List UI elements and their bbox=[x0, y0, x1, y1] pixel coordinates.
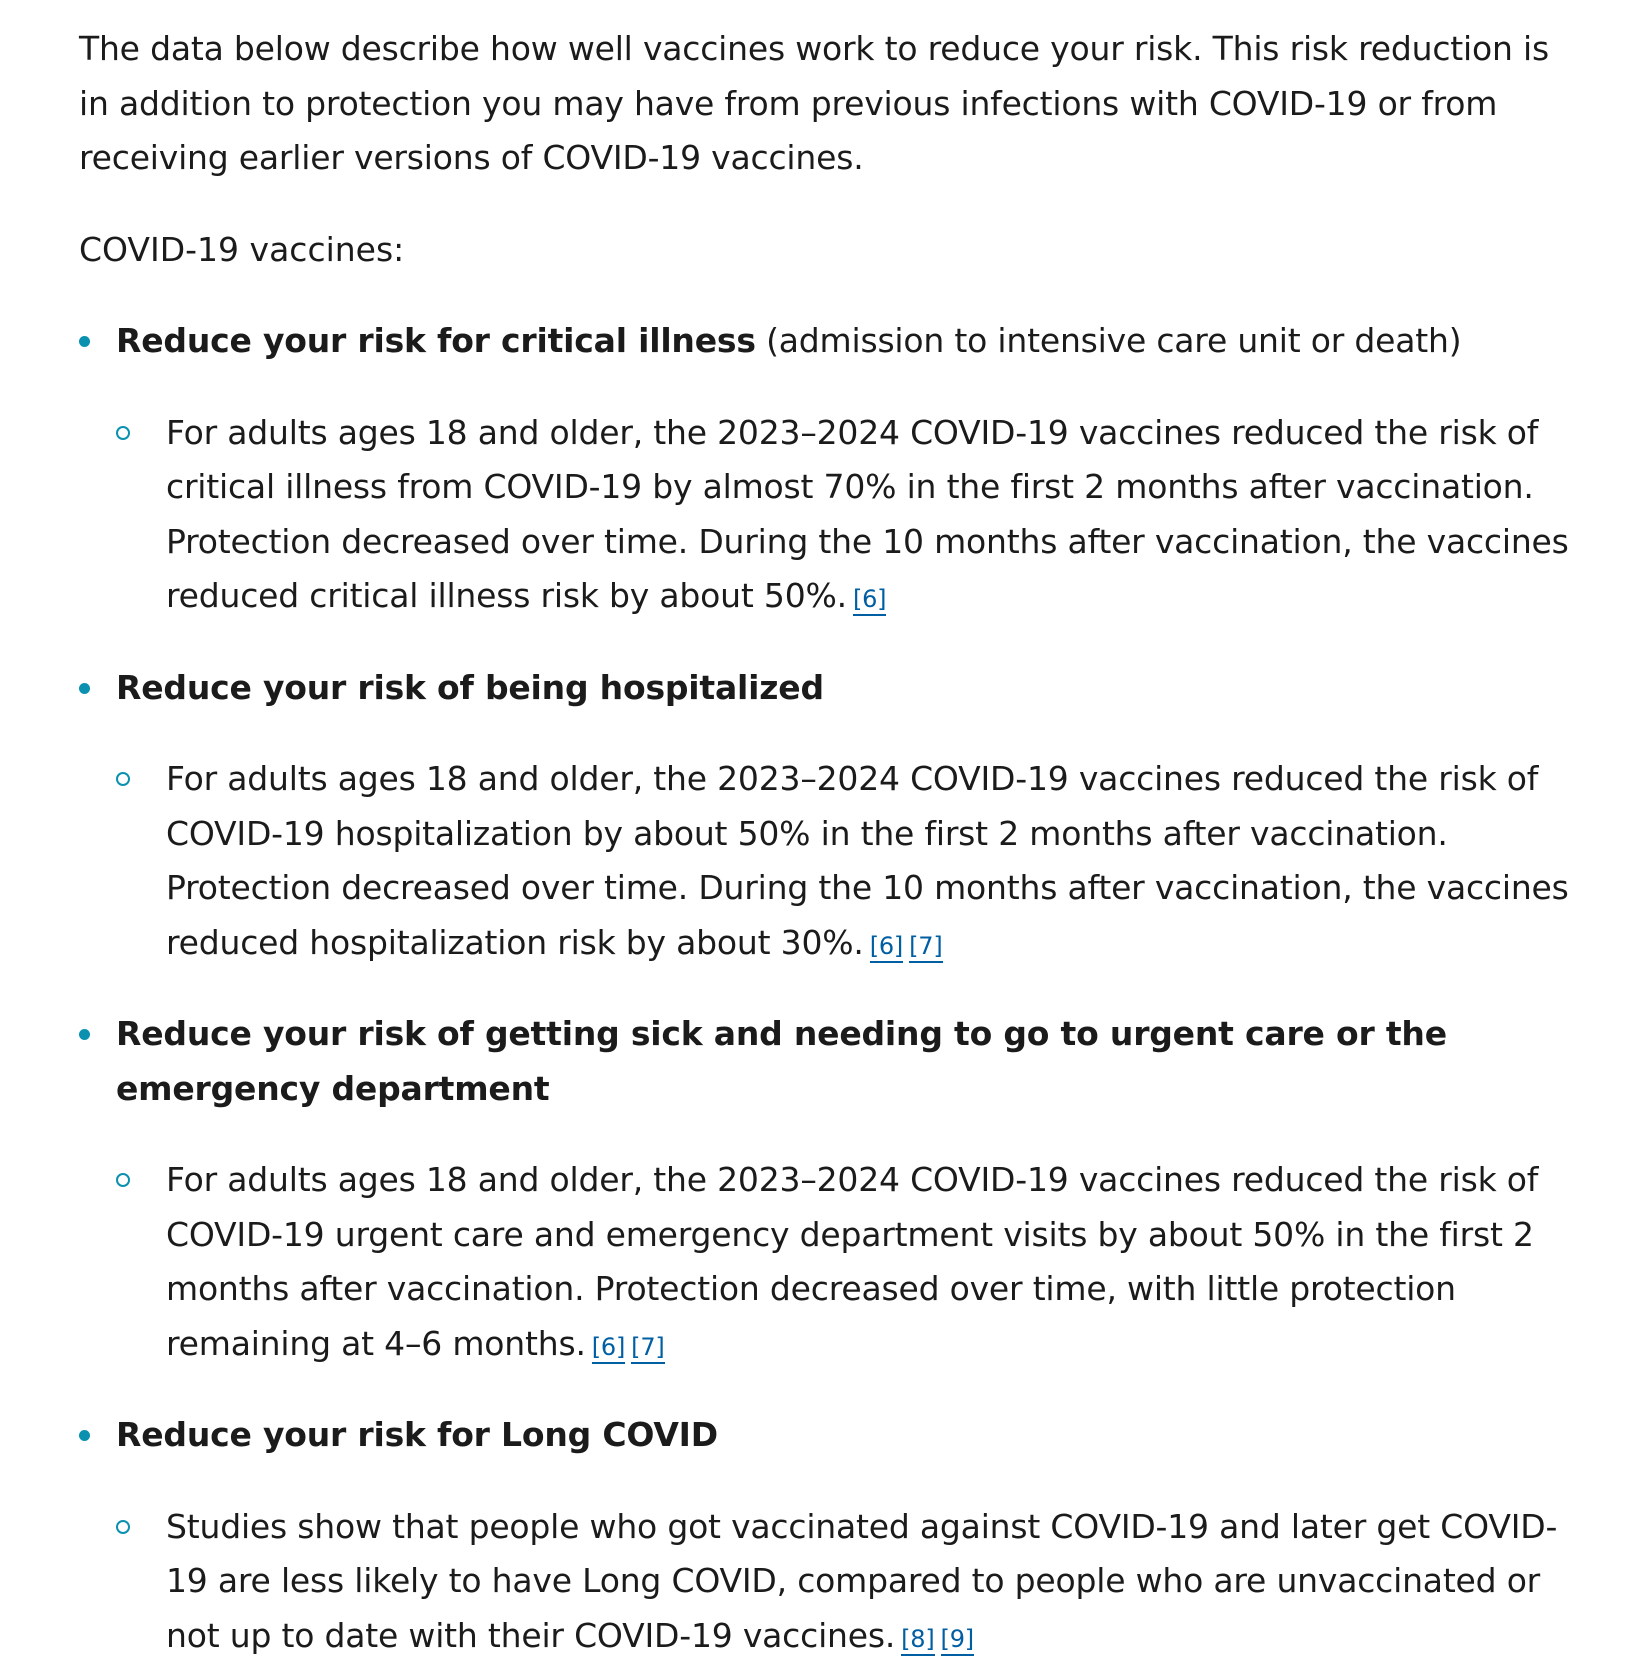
benefit-title bbox=[116, 661, 1586, 716]
reference-link-8[interactable]: [8] bbox=[901, 1625, 934, 1656]
benefit-title-bold: Reduce your risk of getting sick and needing to go to urgent care or the emergency department bbox=[116, 1014, 1447, 1108]
benefit-title-bold: Reduce your risk for critical illness bbox=[116, 321, 756, 360]
bullet-icon bbox=[79, 336, 90, 347]
benefit-title-rest: (admission to intensive care unit or death) bbox=[755, 321, 1462, 360]
benefit-title bbox=[116, 314, 1586, 369]
benefit-detail-list bbox=[116, 1153, 1586, 1371]
benefit-title-bold: Reduce your risk of being hospitalized bbox=[116, 667, 824, 707]
hollow-bullet-icon bbox=[116, 772, 130, 786]
bullet-icon bbox=[79, 1029, 90, 1040]
hollow-bullet-icon bbox=[116, 426, 130, 440]
benefit-detail bbox=[116, 406, 1586, 624]
reference-link-7[interactable]: [7] bbox=[631, 1333, 664, 1364]
benefit-detail-text: For adults ages 18 and older, the 2023–2024 COVID-19 vaccines reduced the risk of COVID-19 urgent care and emergency department visits by about 50% in the first 2 months after vaccination. Protection decreased over time, with little protection remaining at 4–6 months. bbox=[166, 1160, 1539, 1363]
list-lead: COVID-19 vaccines: bbox=[79, 229, 405, 269]
benefit-detail bbox=[116, 1500, 1586, 1664]
benefit-detail-list bbox=[116, 1500, 1586, 1664]
benefits-list bbox=[79, 314, 1586, 1663]
benefit-detail-text: For adults ages 18 and older, the 2023–2024 COVID-19 vaccines reduced the risk of COVID-19 hospitalization by about 50% in the first 2 months after vaccination. Protection decreased over time. During the 10 months after vaccination, the vaccines reduced hospitalization risk by about 30%. bbox=[166, 759, 1569, 962]
reference-link-6[interactable]: [6] bbox=[853, 585, 886, 616]
hollow-bullet-icon bbox=[116, 1173, 130, 1187]
benefit-item-urgent-care bbox=[79, 1007, 1586, 1371]
benefit-detail-text: For adults ages 18 and older, the 2023–2024 COVID-19 vaccines reduced the risk of critical illness from COVID-19 by almost 70% in the first 2 months after vaccination. Protection decreased over time. During the 10 months after vaccination, the vaccines reduced critical illness risk by about 50%. bbox=[166, 412, 1569, 615]
benefit-detail-text: Studies show that people who got vaccinated against COVID-19 and later get COVID-19 are less likely to have Long COVID, compared to people who are unvaccinated or not up to date with their COVID-19 vaccines. bbox=[166, 1506, 1558, 1655]
benefit-title-bold: Reduce your risk for Long COVID bbox=[116, 1415, 718, 1454]
benefit-detail bbox=[116, 1153, 1586, 1371]
benefit-title bbox=[116, 1408, 1586, 1463]
benefit-item-long-covid bbox=[79, 1408, 1586, 1663]
reference-link-9[interactable]: [9] bbox=[941, 1625, 974, 1656]
benefit-detail-list bbox=[116, 406, 1586, 624]
benefit-detail bbox=[116, 752, 1586, 970]
intro-paragraph: The data below describe how well vaccines work to reduce your risk. This risk reduction is in addition to protection you may have from previous infections with COVID-19 or from receiving earlier versions of COVID-19 vaccines. bbox=[79, 29, 1549, 177]
bullet-icon bbox=[79, 683, 90, 694]
bullet-icon bbox=[79, 1430, 90, 1441]
hollow-bullet-icon bbox=[116, 1520, 130, 1534]
benefit-item-critical-illness bbox=[79, 314, 1586, 624]
reference-link-6[interactable]: [6] bbox=[592, 1333, 625, 1364]
reference-link-7[interactable]: [7] bbox=[909, 932, 942, 963]
reference-link-6[interactable]: [6] bbox=[870, 932, 903, 963]
benefit-item-hospitalization bbox=[79, 661, 1586, 971]
benefit-detail-list bbox=[116, 752, 1586, 970]
benefit-title bbox=[116, 1007, 1586, 1116]
